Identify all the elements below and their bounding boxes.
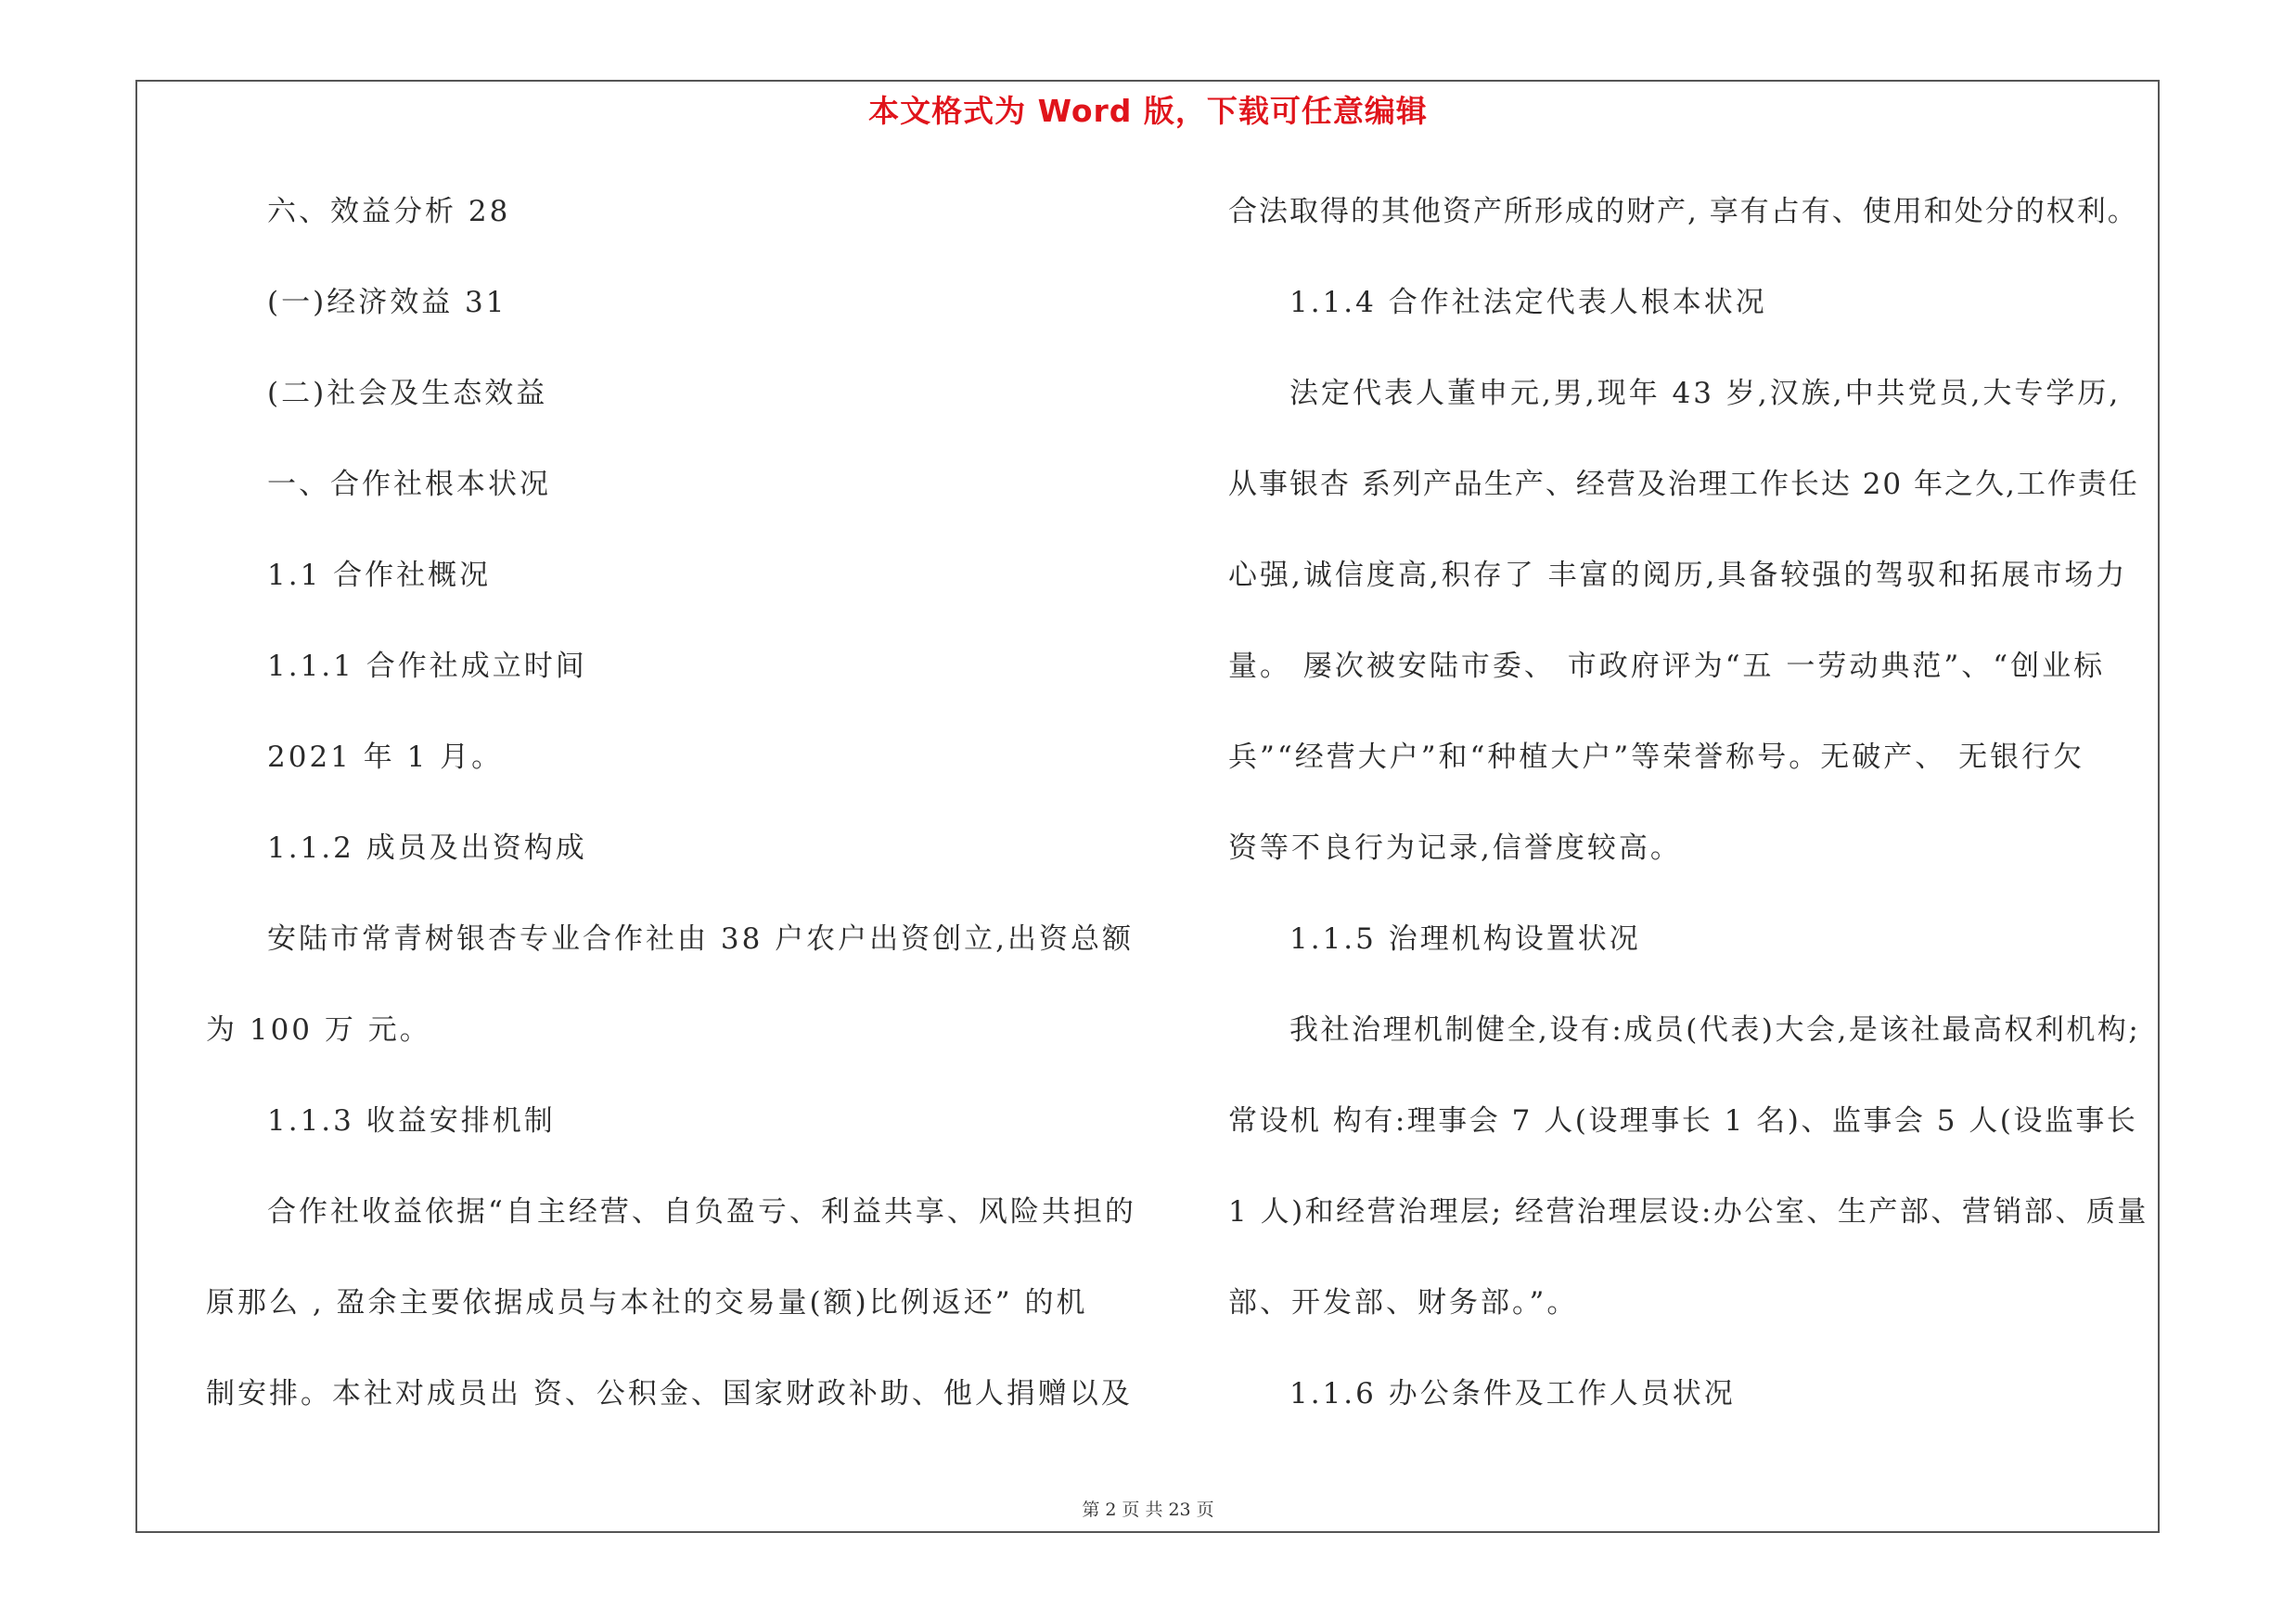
- left-line-2: (一)经济效益 31: [267, 286, 507, 319]
- left-line-13: 原那么 , 盈余主要依据成员与本社的交易量(额)比例返还” 的机: [206, 1286, 1088, 1320]
- page-number-prefix: 第: [1082, 1500, 1100, 1520]
- right-line-8: 资等不良行为记录,信誉度较高。: [1228, 831, 1682, 865]
- right-line-14: 1.1.6 办公条件及工作人员状况: [1289, 1377, 1736, 1410]
- format-banner: 本文格式为 Word 版，下载可任意编辑: [868, 93, 1428, 129]
- right-line-5: 心强,诚信度高,积存了 丰富的阅历,具备较强的驾驭和拓展市场力: [1228, 559, 2128, 592]
- left-line-11: 1.1.3 收益安排机制: [267, 1104, 556, 1138]
- right-line-4: 从事银杏 系列产品生产、经营及治理工作长达 20 年之久,工作责任: [1228, 468, 2139, 501]
- right-line-6: 量。 屡次被安陆市委、 市政府评为“五 一劳动典范”、“创业标: [1228, 650, 2106, 683]
- left-line-14: 制安排。本社对成员出 资、公积金、国家财政补助、他人捐赠以及: [206, 1377, 1133, 1410]
- left-line-1: 六、效益分析 28: [267, 195, 511, 228]
- page-number-suffix: 页: [1196, 1500, 1214, 1520]
- page-number-middle: 页 共: [1122, 1500, 1163, 1520]
- right-line-3: 法定代表人董申元,男,现年 43 岁,汉族,中共党员,大专学历,: [1289, 377, 2122, 410]
- right-line-10: 我社治理机制健全,设有:成员(代表)大会,是该社最高权利机构;: [1289, 1013, 2141, 1047]
- left-line-4: 一、合作社根本状况: [267, 468, 551, 501]
- left-line-9: 安陆市常青树银杏专业合作社由 38 户农户出资创立,出资总额: [267, 922, 1135, 956]
- left-line-12: 合作社收益依据“自主经营、自负盈亏、利益共享、风险共担的: [267, 1195, 1136, 1229]
- left-line-8: 1.1.2 成员及出资构成: [267, 831, 587, 865]
- right-line-13: 部、开发部、财务部。”。: [1228, 1286, 1579, 1320]
- right-line-9: 1.1.5 治理机构设置状况: [1289, 922, 1641, 956]
- right-line-2: 1.1.4 合作社法定代表人根本状况: [1289, 286, 1767, 319]
- right-line-7: 兵”“经营大户”和“种植大户”等荣誉称号。无破产、 无银行欠: [1228, 741, 2085, 774]
- left-line-6: 1.1.1 合作社成立时间: [267, 650, 587, 683]
- total-pages: 23: [1168, 1500, 1191, 1520]
- left-line-3: (二)社会及生态效益: [267, 377, 548, 410]
- right-line-12: 1 人)和经营治理层; 经营治理层设:办公室、生产部、营销部、质量: [1228, 1195, 2148, 1229]
- left-line-7: 2021 年 1 月。: [267, 741, 504, 774]
- current-page: 2: [1105, 1500, 1117, 1520]
- page-number: [0, 1496, 2296, 1521]
- left-line-10: 为 100 万 元。: [206, 1013, 431, 1047]
- right-line-1: 合法取得的其他资产所形成的财产, 享有占有、使用和处分的权利。: [1228, 195, 2138, 228]
- right-line-11: 常设机 构有:理事会 7 人(设理事长 1 名)、监事会 5 人(设监事长: [1228, 1104, 2138, 1138]
- left-line-5: 1.1 合作社概况: [267, 559, 492, 592]
